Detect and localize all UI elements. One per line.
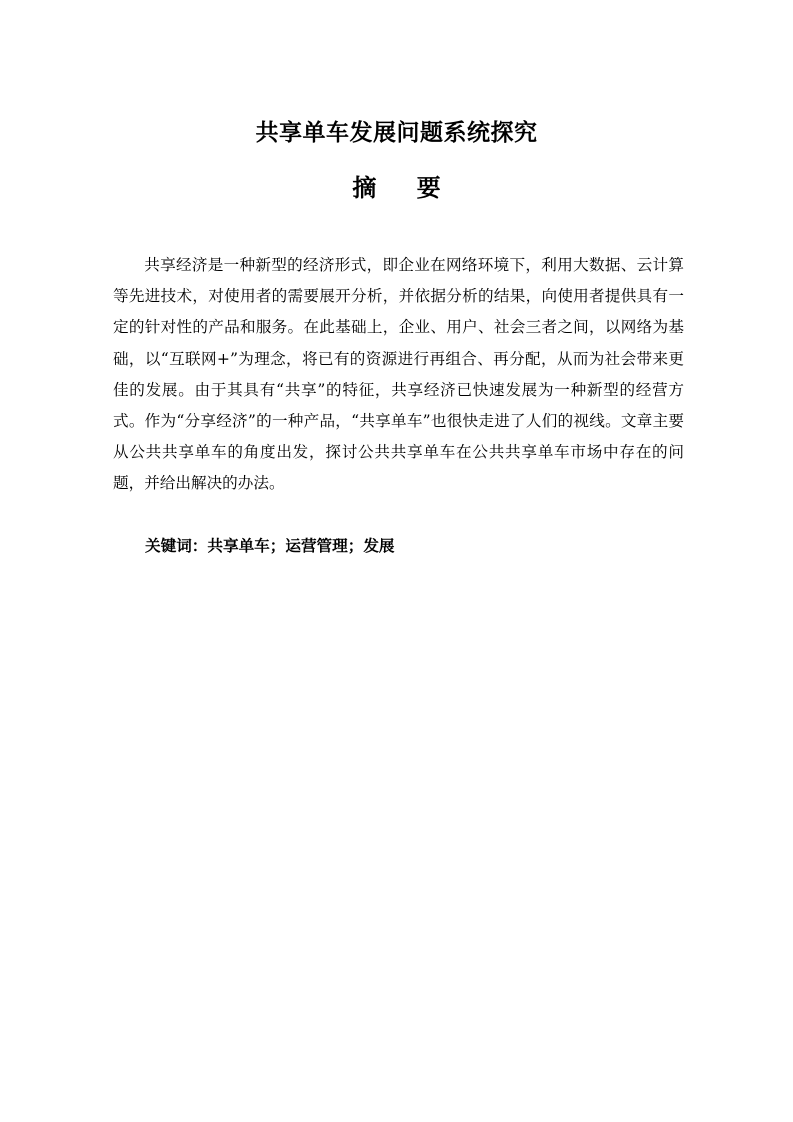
keywords-line: 关键词：共享单车；运营管理；发展 <box>145 536 395 555</box>
abstract-body: 共享经济是一种新型的经济形式，即企业在网络环境下，利用大数据、云计算等先进技术，对使用者的需要展开分析，并依据分析的结果，向使用者提供具有一定的针对性的产品和服务。在此基础上，企业、用户、社会三者之间，以网络为基础，以“互联网+”为理念，将已有的资源进行再组合、再分配，从而为社会带来更佳的发展。由于其具有“共享”的特征，共享经济已快速发展为一种新型的经营方式。作为“分享经济”的一种产品，“共享单车”也很快走进了人们的视线。文章主要从公共共享单车的角度出发，探讨公共共享单车在公共共享单车市场中存在的问题，并给出解决的办法。 <box>113 256 684 493</box>
document-title: 共享单车发展问题系统探究 <box>255 119 538 146</box>
abstract-heading: 摘 要 <box>352 173 457 202</box>
